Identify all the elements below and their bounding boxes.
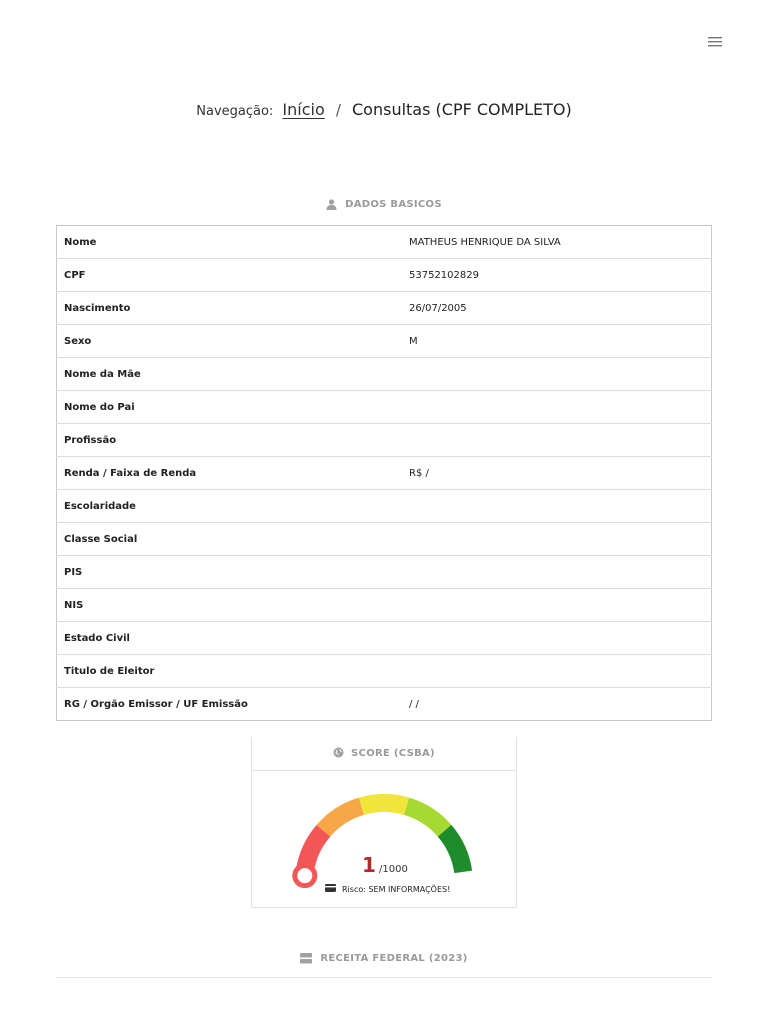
row-key: Estado Civil bbox=[57, 622, 403, 655]
user-icon bbox=[326, 199, 337, 210]
row-key: Profissão bbox=[57, 424, 403, 457]
row-key: PIS bbox=[57, 556, 403, 589]
dados-basicos-title: DADOS BASICOS bbox=[345, 199, 442, 210]
gauge-segment bbox=[445, 831, 464, 872]
hamburger-menu-icon[interactable] bbox=[702, 30, 728, 54]
receita-heading bbox=[0, 953, 768, 964]
globe-icon bbox=[333, 747, 344, 761]
score-heading bbox=[252, 737, 516, 771]
breadcrumb-current: Consultas (CPF COMPLETO) bbox=[352, 100, 572, 119]
table-row bbox=[57, 589, 712, 622]
row-key: NIS bbox=[57, 589, 403, 622]
gauge-segment bbox=[407, 806, 445, 830]
row-value: 26/07/2005 bbox=[402, 292, 712, 325]
breadcrumb-home-link[interactable]: Início bbox=[282, 100, 325, 119]
row-key: Nascimento bbox=[57, 292, 403, 325]
row-key: Titulo de Eleitor bbox=[57, 655, 403, 688]
risk-indicator bbox=[325, 884, 450, 894]
table-row bbox=[57, 391, 712, 424]
table-row bbox=[57, 490, 712, 523]
row-key: Sexo bbox=[57, 325, 403, 358]
table-row bbox=[57, 688, 712, 721]
row-key: Escolaridade bbox=[57, 490, 403, 523]
table-row bbox=[57, 556, 712, 589]
row-value bbox=[402, 391, 712, 424]
row-key: Nome do Pai bbox=[57, 391, 403, 424]
score-value: 1 bbox=[362, 853, 376, 877]
card-icon bbox=[325, 884, 336, 894]
row-key: RG / Orgão Emissor / UF Emissão bbox=[64, 698, 248, 710]
table-row bbox=[57, 523, 712, 556]
table-row bbox=[57, 358, 712, 391]
breadcrumb bbox=[0, 100, 768, 119]
row-value: MATHEUS HENRIQUE DA SILVA bbox=[402, 226, 712, 259]
dados-basicos-table bbox=[56, 225, 712, 721]
breadcrumb-separator: / bbox=[335, 101, 341, 119]
gauge-segment bbox=[361, 803, 406, 806]
gauge-segment bbox=[323, 806, 361, 830]
row-value bbox=[402, 523, 712, 556]
row-value: M bbox=[402, 325, 712, 358]
score-title: SCORE (CSBA) bbox=[351, 748, 435, 759]
gauge-indicator bbox=[295, 866, 315, 886]
row-key: Classe Social bbox=[57, 523, 403, 556]
row-value bbox=[402, 589, 712, 622]
row-key: Renda / Faixa de Renda bbox=[57, 457, 403, 490]
server-icon bbox=[300, 953, 312, 964]
receita-title: RECEITA FEDERAL (2023) bbox=[320, 953, 468, 964]
row-value bbox=[402, 490, 712, 523]
score-card bbox=[251, 737, 517, 908]
table-row bbox=[57, 325, 712, 358]
breadcrumb-label: Navegação: bbox=[196, 104, 274, 119]
table-row bbox=[57, 259, 712, 292]
table-row bbox=[57, 622, 712, 655]
table-row bbox=[57, 457, 712, 490]
score-max: /1000 bbox=[379, 864, 408, 875]
table-row bbox=[57, 655, 712, 688]
row-key: Nome da Mãe bbox=[57, 358, 403, 391]
row-value bbox=[402, 655, 712, 688]
table-row bbox=[57, 424, 712, 457]
row-value bbox=[402, 556, 712, 589]
divider bbox=[56, 977, 712, 978]
row-value bbox=[402, 622, 712, 655]
dados-basicos-heading bbox=[0, 199, 768, 210]
row-key: Nome bbox=[57, 226, 403, 259]
row-value: 53752102829 bbox=[402, 259, 712, 292]
risk-label: Risco: SEM INFORMAÇÕES! bbox=[342, 884, 451, 894]
row-value: R$ / bbox=[402, 457, 712, 490]
table-row bbox=[57, 226, 712, 259]
row-key: CPF bbox=[57, 259, 403, 292]
row-value bbox=[402, 424, 712, 457]
row-value bbox=[402, 358, 712, 391]
row-value: / / bbox=[409, 698, 419, 710]
table-row bbox=[57, 292, 712, 325]
